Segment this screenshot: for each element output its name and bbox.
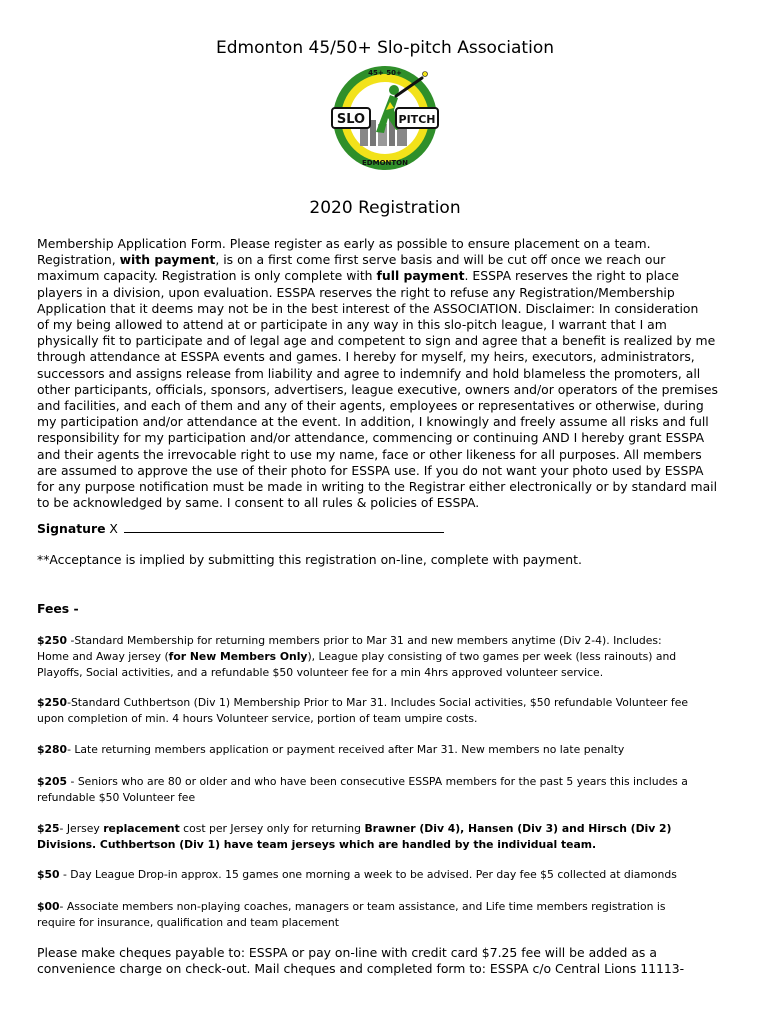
text: - Associate members non-playing coaches, managers or team assistance, and Life time members registration is xyxy=(59,900,666,913)
text: are assumed to approve the use of their photo for ESSPA use. If you do not want your photo used by ESSPA xyxy=(37,462,704,478)
signature-mark: X xyxy=(105,521,122,536)
bold-text: $250 xyxy=(37,696,68,709)
bold-text: full payment xyxy=(376,268,465,284)
terms-line xyxy=(37,236,737,252)
text: Home and Away jersey ( xyxy=(37,649,169,663)
slo-pitch-logo xyxy=(330,58,440,176)
signature-line xyxy=(37,520,444,536)
fee-item xyxy=(37,633,737,680)
text: -Standard Cuthbertson (Div 1) Membership Prior to Mar 31. Includes Social activities, $50 refundable Volunteer fee xyxy=(67,696,689,709)
membership-terms xyxy=(37,236,737,511)
fee-line xyxy=(37,837,737,853)
logo-bottom-text: EDMONTON xyxy=(362,159,408,167)
terms-line xyxy=(37,317,737,333)
text: other participants, officials, sponsors, advertisers, league executive, owners and/or operators of the premises xyxy=(37,381,718,397)
text: . ESSPA reserves the right to place xyxy=(464,268,680,284)
bold-text: $25 xyxy=(37,822,60,835)
text: Membership Application Form. Please register as early as possible to ensure placement on a team. xyxy=(37,236,651,251)
fee-item xyxy=(37,821,737,853)
terms-line xyxy=(37,333,737,349)
fee-item xyxy=(37,695,737,727)
terms-line xyxy=(37,382,737,398)
fee-line xyxy=(37,711,737,727)
text: upon completion of min. 4 hours Volunteer service, portion of team umpire costs. xyxy=(37,711,478,725)
text: , is on a first come first serve basis and will be cut off once we reach our xyxy=(215,252,666,268)
logo-right-text: PITCH xyxy=(398,113,436,126)
terms-line xyxy=(37,366,737,382)
text: and their agents the irrevocable right to use my name, face or other likeness for all purposes. All members xyxy=(37,446,702,462)
payment-instructions xyxy=(37,945,737,977)
acceptance-note: **Acceptance is implied by submitting this registration on-line, complete with payment. xyxy=(37,552,582,567)
bold-text: $280 xyxy=(37,743,68,756)
fees-heading: Fees - xyxy=(37,601,79,616)
fee-line xyxy=(37,695,737,711)
bold-text: for New Members Only xyxy=(168,649,308,663)
closing-line: Please make cheques payable to: ESSPA or pay on-line with credit card $7.25 fee will be added as a xyxy=(37,945,657,960)
text: physically fit to participate and of legal age and competent to sign and agree that a benefit is realized by me xyxy=(37,333,716,349)
fee-line xyxy=(37,915,737,931)
bold-text: Divisions. Cuthbertson (Div 1) have team jerseys which are handled by the individual team. xyxy=(37,837,597,851)
text: - Late returning members application or payment received after Mar 31. New members no late penalty xyxy=(67,743,625,756)
fee-item xyxy=(37,742,737,758)
terms-line xyxy=(37,301,737,317)
terms-line xyxy=(37,398,737,414)
fee-item xyxy=(37,774,737,806)
text: through attendance at ESSPA events and games. I hereby for myself, my heirs, executors, administrators, xyxy=(37,349,695,365)
fee-line xyxy=(37,649,737,665)
logo-left-text: SLO xyxy=(336,112,366,127)
fee-line xyxy=(37,742,737,758)
text: - Jersey xyxy=(59,822,104,835)
text: cost per Jersey only for returning xyxy=(179,822,365,835)
terms-line xyxy=(37,430,737,446)
bold-text: Brawner (Div 4), Hansen (Div 3) and Hirsch (Div 2) xyxy=(364,822,672,835)
fee-line xyxy=(37,790,737,806)
text: Playoffs, Social activities, and a refundable $50 volunteer fee for a min 4hrs approved volunteer service. xyxy=(37,665,604,679)
bold-text: $205 xyxy=(37,775,68,788)
terms-line xyxy=(37,479,737,495)
text: of my being allowed to attend at or participate in any way in this slo-pitch league, I warrant that I am xyxy=(37,317,667,333)
bold-text: $50 xyxy=(37,868,60,881)
text: -Standard Membership for returning members prior to Mar 31 and new members anytime (Div 2-4). Includes: xyxy=(67,634,662,647)
fee-line xyxy=(37,774,737,790)
terms-line xyxy=(37,414,737,430)
text: and facilities, and each of them and any of their agents, employees or representatives or otherwise, during xyxy=(37,398,704,414)
text: players in a division, upon evaluation. ESSPA reserves the right to refuse any Registration/Membership xyxy=(37,284,675,300)
registration-title: 2020 Registration xyxy=(309,198,461,218)
text: Registration, xyxy=(37,252,120,268)
text: maximum capacity. Registration is only complete with xyxy=(37,268,377,284)
fee-item xyxy=(37,899,737,931)
terms-line xyxy=(37,268,737,284)
fee-line xyxy=(37,821,737,837)
text: responsibility for my participation and/or attendance, commencing or continuing AND I hereby grant ESSPA xyxy=(37,430,705,446)
text: successors and assigns release from liability and agree to indemnify and hold blameless the promoters, all xyxy=(37,365,701,381)
text: - Day League Drop-in approx. 15 games one morning a week to be advised. Per day fee $5 collected at diamonds xyxy=(59,868,677,881)
fee-line xyxy=(37,633,737,649)
bold-text: replacement xyxy=(103,822,180,835)
text: for any purpose notification must be made in writing to the Registrar either electronically or by standard mail xyxy=(37,479,718,495)
logo-top-text: 45+ 50+ xyxy=(368,69,402,77)
closing-line: convenience charge on check-out. Mail cheques and completed form to: ESSPA c/o Central Lions 11113- xyxy=(37,961,685,977)
terms-line xyxy=(37,447,737,463)
text: ), League play consisting of two games per week (less rainouts) and xyxy=(307,649,677,663)
signature-label: Signature xyxy=(37,521,106,536)
terms-line xyxy=(37,463,737,479)
signature-field[interactable] xyxy=(124,520,444,533)
fee-line xyxy=(37,867,737,883)
page-title: Edmonton 45/50+ Slo-pitch Association xyxy=(215,38,555,58)
terms-line xyxy=(37,349,737,365)
text: to be acknowledged by same. I consent to all rules & policies of ESSPA. xyxy=(37,495,480,511)
text: - Seniors who are 80 or older and who have been consecutive ESSPA members for the past 5 years this includes a xyxy=(67,775,688,788)
text: Application that it deems may not be in the best interest of the ASSOCIATION. Disclaimer: In consideration xyxy=(37,300,699,316)
terms-line xyxy=(37,252,737,268)
text: my participation and/or attendance at the event. In addition, I knowingly and freely assume all risks and full xyxy=(37,414,709,430)
text: refundable $50 Volunteer fee xyxy=(37,790,196,804)
fee-line xyxy=(37,665,737,681)
bold-text: $00 xyxy=(37,900,60,913)
bold-text: $250 xyxy=(37,634,68,647)
terms-line xyxy=(37,285,737,301)
terms-line xyxy=(37,495,737,511)
bold-text: with payment xyxy=(119,252,216,268)
fee-item xyxy=(37,867,737,883)
fee-line xyxy=(37,899,737,915)
text: require for insurance, qualification and team placement xyxy=(37,915,339,929)
